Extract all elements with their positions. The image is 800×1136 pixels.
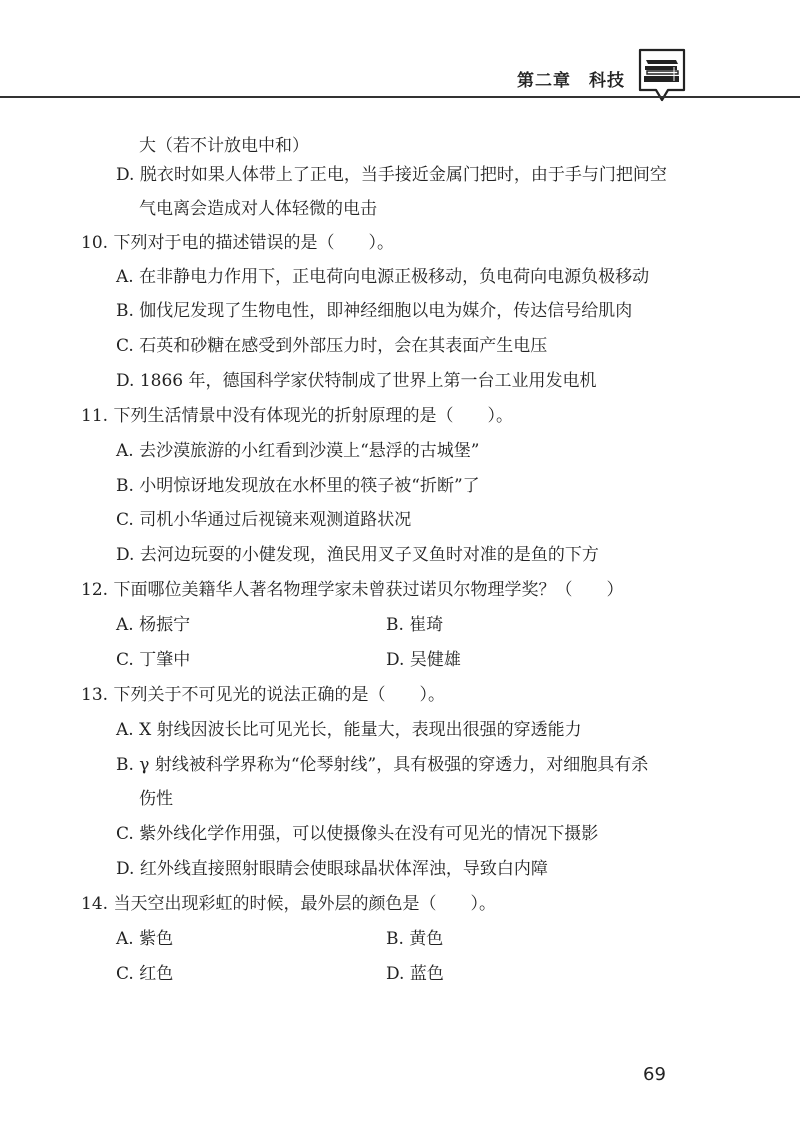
question-14-option-b: B. 黄色 [386, 929, 444, 949]
question-10-option-a: A. 在非静电力作用下，正电荷向电源正极移动，负电荷向电源负极移动 [116, 267, 650, 287]
question-12-option-a: A. 杨振宁 [116, 615, 191, 635]
question-14-option-c: C. 红色 [116, 964, 174, 984]
question-13-stem: 13. 下列关于不可见光的说法正确的是（ ）。 [81, 685, 445, 705]
question-14-option-a: A. 紫色 [116, 929, 174, 949]
question-11-option-d: D. 去河边玩耍的小健发现，渔民用叉子叉鱼时对准的是鱼的下方 [116, 545, 599, 565]
question-10-option-c: C. 石英和砂糖在感受到外部压力时，会在其表面产生电压 [116, 336, 548, 356]
question-13-option-b-continued: 伤性 [139, 789, 173, 809]
question-13-option-b: B. γ 射线被科学界称为“伦琴射线”，具有极强的穿透力，对细胞具有杀 [116, 755, 649, 775]
continuation-line-1: 大（若不计放电中和） [139, 136, 309, 156]
question-10-option-b: B. 伽伐尼发现了生物电性，即神经细胞以电为媒介，传达信号给肌肉 [116, 301, 633, 321]
question-14-stem: 14. 当天空出现彩虹的时候，最外层的颜色是（ ）。 [81, 894, 496, 914]
question-11-option-a: A. 去沙漠旅游的小红看到沙漠上“悬浮的古城堡” [116, 441, 480, 461]
question-10-option-d: D. 1866 年，德国科学家伏特制成了世界上第一台工业用发电机 [116, 371, 597, 391]
question-10-stem: 10. 下列对于电的描述错误的是（ ）。 [81, 233, 394, 253]
question-13-option-a: A. X 射线因波长比可见光长，能量大，表现出很强的穿透能力 [116, 720, 582, 740]
question-11-option-c: C. 司机小华通过后视镜来观测道路状况 [116, 510, 412, 530]
page-number: 69 [643, 1064, 666, 1085]
chapter-section: 科技 [589, 71, 625, 91]
question-13-option-d: D. 红外线直接照射眼睛会使眼球晶状体浑浊，导致白内障 [116, 859, 548, 879]
continuation-line-3: 气电离会造成对人体轻微的电击 [139, 199, 377, 219]
book-stack-icon [638, 46, 686, 102]
chapter-number: 第二章 [517, 71, 571, 91]
question-14-option-d: D. 蓝色 [386, 964, 444, 984]
question-12-option-c: C. 丁肇中 [116, 650, 191, 670]
continuation-option-d: D. 脱衣时如果人体带上了正电，当手接近金属门把时，由于手与门把间空 [116, 165, 667, 185]
question-13-option-c: C. 紫外线化学作用强，可以使摄像头在没有可见光的情况下摄影 [116, 824, 599, 844]
question-12-option-b: B. 崔琦 [386, 615, 444, 635]
question-12-stem: 12. 下面哪位美籍华人著名物理学家未曾获过诺贝尔物理学奖？（ ） [81, 580, 624, 600]
chapter-title [517, 66, 625, 91]
question-12-option-d: D. 吴健雄 [386, 650, 461, 670]
header-rule [0, 96, 800, 98]
question-11-option-b: B. 小明惊讶地发现放在水杯里的筷子被“折断”了 [116, 476, 480, 496]
question-11-stem: 11. 下列生活情景中没有体现光的折射原理的是（ ）。 [81, 406, 513, 426]
